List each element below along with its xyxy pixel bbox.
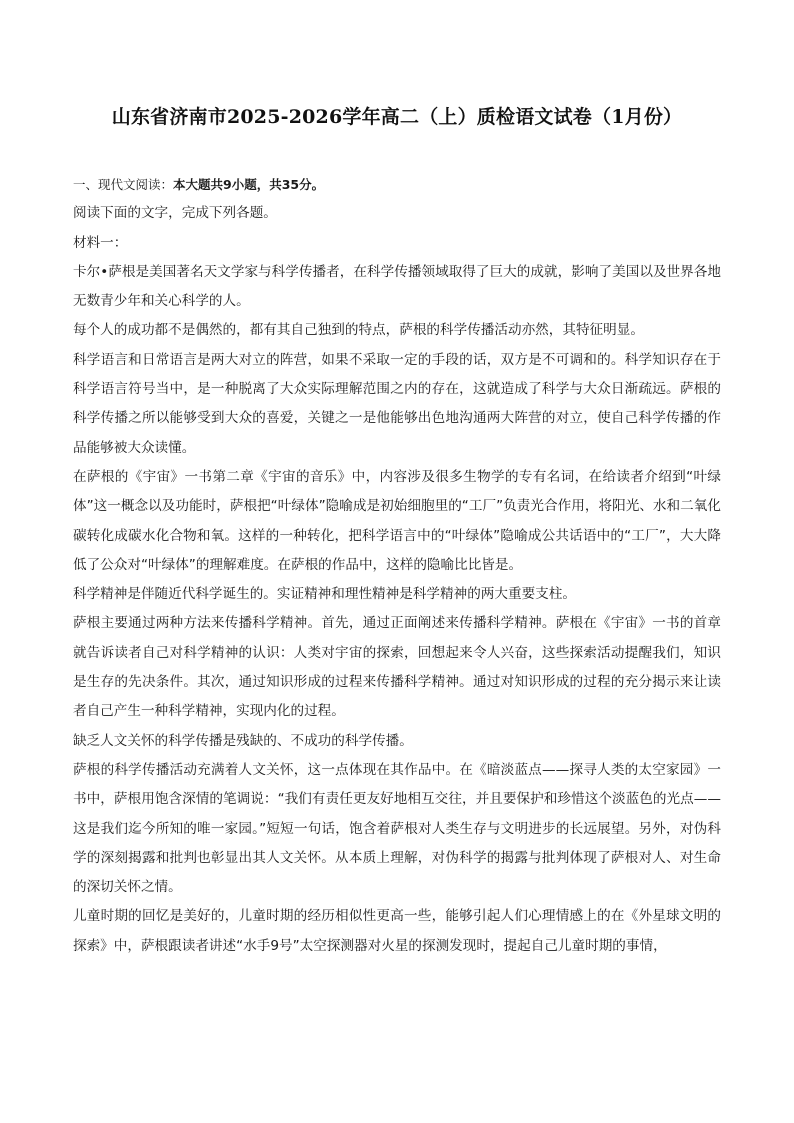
paragraph: 在萨根的《宇宙》一书第二章《宇宙的音乐》中，内容涉及很多生物学的专有名词，在给读者介绍到“叶绿体”这一概念以及功能时，萨根把“叶绿体”隐喻成是初始细胞里的“工厂”负责光合作用，将阳光、水和二氧化碳转化成碳水化合物和氧。这样的一种转化，把科学语言中的“叶绿体”隐喻成公共话语中的“工厂”，大大降低了公众对“叶绿体”的理解难度。在萨根的作品中，这样的隐喻比比皆是。 (73, 468, 721, 573)
material-label: 材料一： (73, 234, 128, 251)
paragraph: 萨根主要通过两种方法来传播科学精神。首先，通过正面阐述来传播科学精神。萨根在《宇宙》一书的首章就告诉读者自己对科学精神的认识：人类对宇宙的探索，回想起来令人兴奋，这些探索活动提醒我们，知识是生存的先决条件。其次，通过知识形成的过程来传播科学精神。通过对知识形成的过程的充分揭示来让读者自己产生一种科学精神，实现内化的过程。 (73, 615, 721, 720)
section-heading (73, 170, 721, 199)
reading-instruction: 阅读下面的文字，完成下列各题。 (73, 205, 277, 222)
paragraph: 科学精神是伴随近代科学诞生的。实证精神和理性精神是科学精神的两大重要支柱。 (73, 586, 576, 603)
document-title: 山东省济南市2025-2026学年高二（上）质检语文试卷（1月份） (111, 106, 683, 128)
section-label: 一、现代文阅读： (73, 177, 174, 192)
paragraph: 科学语言和日常语言是两大对立的阵营，如果不采取一定的手段的话，双方是不可调和的。科学知识存在于科学语言符号当中，是一种脱离了大众实际理解范围之内的存在，这就造成了科学与大众日渐疏远。萨根的科学传播之所以能够受到大众的喜爱，关键之一是他能够出色地沟通两大阵营的对立，使自己科学传播的作品能够被大众读懂。 (73, 351, 721, 456)
paragraph: 卡尔•萨根是美国著名天文学家与科学传播者，在科学传播领域取得了巨大的成就，影响了美国以及世界各地无数青少年和关心科学的人。 (73, 263, 721, 310)
paragraph: 萨根的科学传播活动充满着人文关怀，这一点体现在其作品中。在《暗淡蓝点——探寻人类的太空家园》一书中，萨根用饱含深情的笔调说：“我们有责任更友好地相互交往，并且要保护和珍惜这个淡蓝色的光点——这是我们迄今所知的唯一家园。”短短一句话，饱含着萨根对人类生存与文明进步的长远展望。另外，对伪科学的深刻揭露和批判也彰显出其人文关怀。从本质上理解，对伪科学的揭露与批判体现了萨根对人、对生命的深切关怀之情。 (73, 761, 721, 896)
paragraph: 每个人的成功都不是偶然的，都有其自己独到的特点，萨根的科学传播活动亦然，其特征明显。 (73, 322, 644, 339)
document-body (73, 170, 721, 961)
paragraph: 儿童时期的回忆是美好的，儿童时期的经历相似性更高一些，能够引起人们心理情感上的在《外星球文明的探索》中，萨根跟读者讲述“水手9号”太空探测器对火星的探测发现时，提起自己儿童时期的事情， (73, 908, 721, 954)
section-detail: 本大题共9小题，共35分。 (173, 177, 325, 192)
paragraph: 缺乏人文关怀的科学传播是残缺的、不成功的科学传播。 (73, 732, 413, 749)
